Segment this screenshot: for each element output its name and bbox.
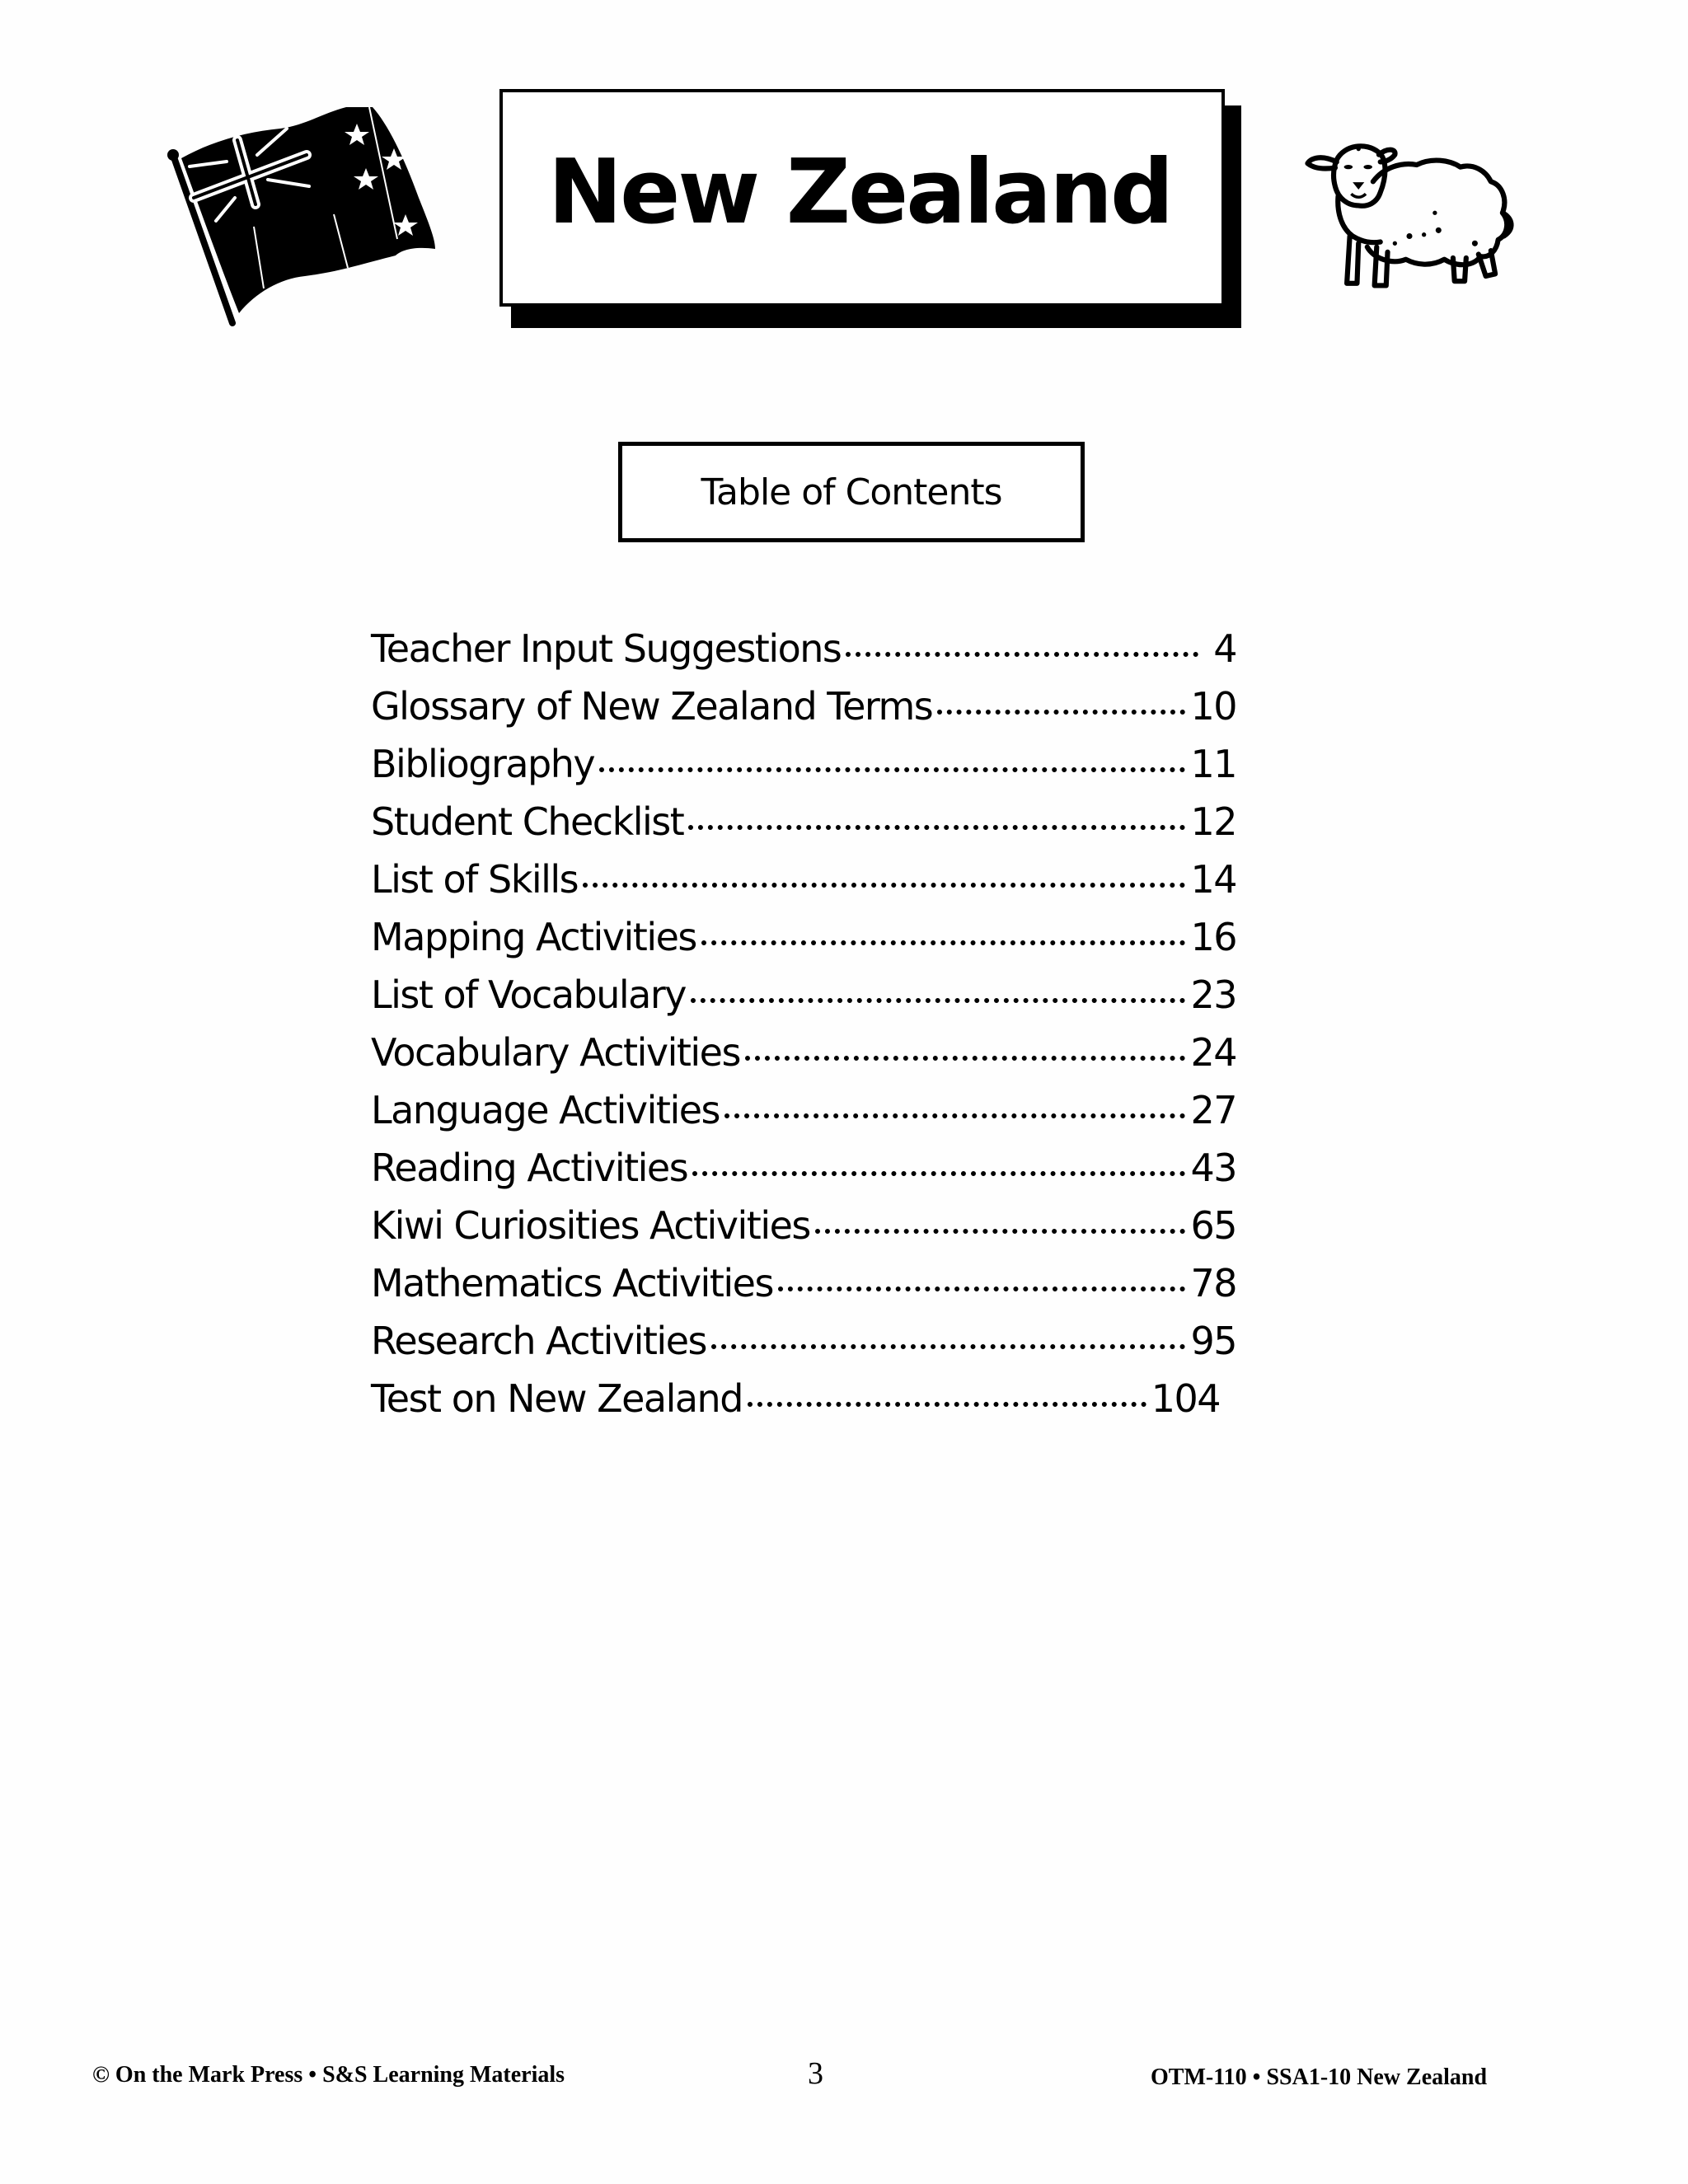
toc-entry-glossary[interactable] <box>371 684 1236 742</box>
new-zealand-flag-icon <box>157 107 470 330</box>
dot-leader <box>583 883 1185 888</box>
toc-entry-title: Vocabulary Activities <box>371 1030 740 1075</box>
dot-leader <box>701 940 1186 945</box>
toc-entry-title: Glossary of New Zealand Terms <box>371 684 933 729</box>
sheep-icon <box>1286 124 1533 305</box>
toc-entry-kiwi-curiosities[interactable] <box>371 1203 1236 1261</box>
toc-entry-title: Student Checklist <box>371 799 684 844</box>
toc-entry-title: Research Activities <box>371 1319 706 1363</box>
footer-page-number: 3 <box>808 2056 823 2091</box>
toc-entry-page: 65 <box>1190 1203 1236 1248</box>
toc-entry-title: Language Activities <box>371 1088 720 1132</box>
toc-entry-mapping-activities[interactable] <box>371 915 1236 972</box>
toc-entry-page: 95 <box>1190 1319 1236 1363</box>
toc-entry-title: Bibliography <box>371 742 595 786</box>
toc-entry-page: 14 <box>1190 857 1236 902</box>
dot-leader <box>745 1056 1186 1061</box>
toc-entry-title: Test on New Zealand <box>371 1376 743 1421</box>
toc-entry-title: List of Vocabulary <box>371 972 686 1017</box>
page-title: New Zealand <box>547 141 1172 244</box>
toc-entry-page: 43 <box>1190 1146 1236 1190</box>
toc-entry-list-of-skills[interactable] <box>371 857 1236 915</box>
toc-entry-title: List of Skills <box>371 857 579 902</box>
title-banner <box>499 89 1241 328</box>
dot-leader <box>692 1171 1185 1176</box>
dot-leader <box>937 710 1185 715</box>
dot-leader <box>599 767 1185 772</box>
toc-heading: Table of Contents <box>701 471 1002 513</box>
toc-entry-title: Kiwi Curiosities Activities <box>371 1203 810 1248</box>
toc-entry-title: Teacher Input Suggestions <box>371 626 842 671</box>
dot-leader <box>846 652 1198 657</box>
toc-entry-teacher-input-suggestions[interactable] <box>371 626 1236 684</box>
footer-copyright: © On the Mark Press • S&S Learning Materials <box>92 2062 565 2088</box>
dot-leader <box>691 998 1185 1003</box>
footer-product-code: OTM-110 • SSA1-10 New Zealand <box>1151 2064 1488 2090</box>
toc-entry-student-checklist[interactable] <box>371 799 1236 857</box>
toc-entry-page: 4 <box>1213 626 1236 671</box>
toc-entry-title: Mathematics Activities <box>371 1261 773 1305</box>
toc-entry-mathematics-activities[interactable] <box>371 1261 1236 1319</box>
toc-heading-box <box>618 442 1085 542</box>
title-box <box>499 89 1225 307</box>
toc-entry-list-of-vocabulary[interactable] <box>371 972 1236 1030</box>
toc-list <box>371 626 1236 1434</box>
toc-entry-page: 104 <box>1151 1376 1220 1421</box>
toc-entry-bibliography[interactable] <box>371 742 1236 799</box>
toc-entry-page: 23 <box>1190 972 1236 1017</box>
toc-entry-page: 78 <box>1190 1261 1236 1305</box>
toc-entry-page: 11 <box>1190 742 1236 786</box>
dot-leader <box>778 1286 1186 1291</box>
dot-leader <box>724 1113 1185 1118</box>
toc-entry-reading-activities[interactable] <box>371 1146 1236 1203</box>
toc-entry-page: 24 <box>1190 1030 1236 1075</box>
toc-entry-vocabulary-activities[interactable] <box>371 1030 1236 1088</box>
toc-entry-test-on-new-zealand[interactable] <box>371 1376 1220 1434</box>
dot-leader <box>815 1229 1186 1234</box>
toc-entry-research-activities[interactable] <box>371 1319 1236 1376</box>
toc-entry-title: Reading Activities <box>371 1146 688 1190</box>
dot-leader <box>711 1344 1185 1349</box>
dot-leader <box>688 825 1185 830</box>
toc-entry-page: 16 <box>1190 915 1236 959</box>
toc-entry-page: 27 <box>1190 1088 1236 1132</box>
toc-entry-language-activities[interactable] <box>371 1088 1236 1146</box>
toc-entry-title: Mapping Activities <box>371 915 696 959</box>
toc-entry-page: 12 <box>1190 799 1236 844</box>
dot-leader <box>748 1402 1146 1407</box>
toc-entry-page: 10 <box>1190 684 1236 729</box>
